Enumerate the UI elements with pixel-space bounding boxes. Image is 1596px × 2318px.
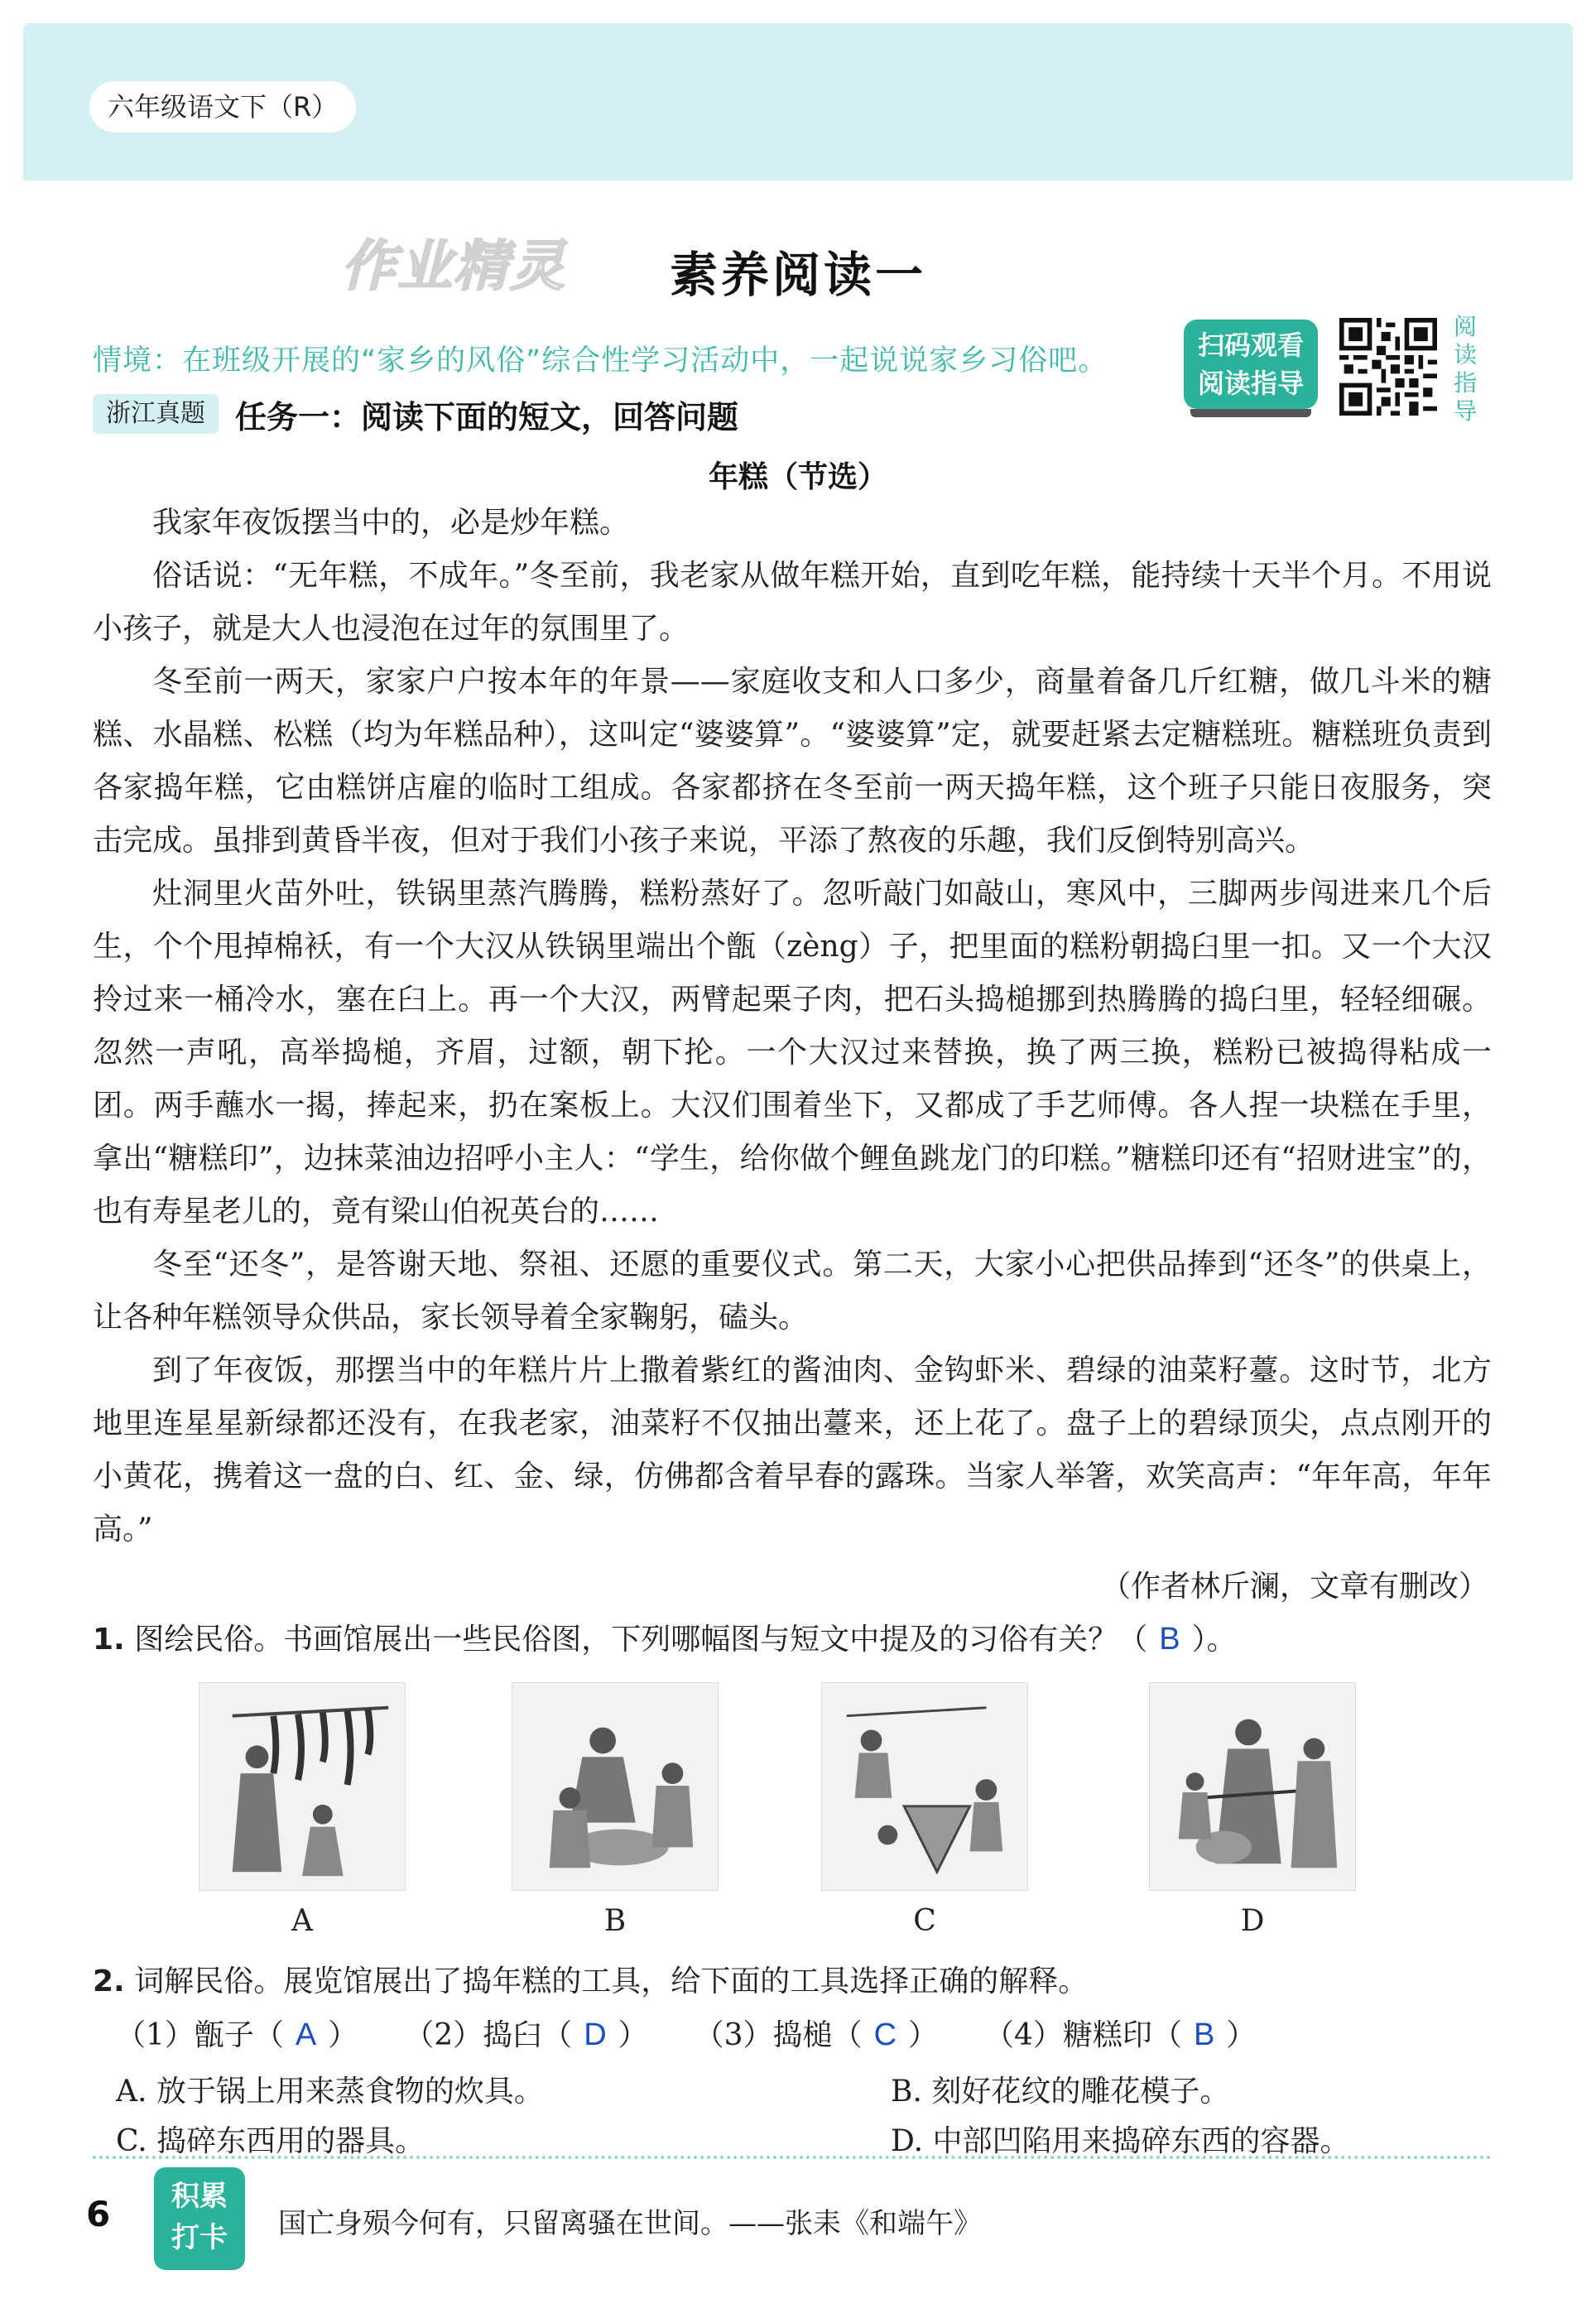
question-number: 2. xyxy=(93,1965,125,1998)
page-title: 素养阅读一 xyxy=(669,247,926,303)
scan-guide-line1: 扫码观看 xyxy=(1197,329,1304,361)
question-number: 1. xyxy=(93,1623,125,1657)
article-paragraph: 冬至前一两天，家家户户按本年的年景——家庭收支和人口多少，商量着备几斤红糖，做几斗米的糖糕、水晶糕、松糕（均为年糕品种），这叫定“婆婆算”。“婆婆算”定，就要赶紧去定糖糕班。糖糕班负责到各家捣年糕，它由糕饼店雇的临时工组成。各家都挤在冬至前一两天捣年糕，这个班子只能日夜服务，突击完成。虽排到黄昏半夜，但对于我们小孩子来说，平添了熬夜的乐趣，我们反倒特别高兴。 xyxy=(93,665,1492,858)
folk-picture-c[interactable] xyxy=(821,1682,1028,1891)
article-paragraph: 到了年夜饭，那摆当中的年糕片片上撒着紫红的酱油肉、金钩虾米、碧绿的油菜籽薹。这时节，北方地里连星星新绿都还没有，在我老家，油菜籽不仅抽出薹来，还上花了。盘子上的碧绿顶尖，点点刚开的小黄花，携着这一盘的白、红、金、绿，仿佛都含着早春的露珠。当家人举箸，欢笑高声：“年年高，年年高。” xyxy=(93,1354,1492,1546)
item-close: ） xyxy=(908,2018,939,2052)
scenario-text: 情境：在班级开展的“家乡的风俗”综合性学习活动中，一起说说家乡习俗吧。 xyxy=(93,344,1108,378)
task-title: 任务一：阅读下面的短文，回答问题 xyxy=(235,398,739,435)
item-close: ） xyxy=(1226,2018,1257,2052)
task-row xyxy=(93,389,738,439)
option-c: C. 捣碎东西用的器具。 xyxy=(116,2124,425,2158)
task-source-tag: 浙江真题 xyxy=(93,394,219,434)
picture-label-b: B xyxy=(603,1904,627,1938)
article-title: 年糕（节选） xyxy=(708,460,887,494)
answer-field[interactable]: B xyxy=(1159,1622,1180,1657)
option-d: D. 中部凹陷用来捣碎东西的容器。 xyxy=(891,2124,1350,2158)
page-number: 6 xyxy=(86,2194,111,2234)
article-paragraph: 灶洞里火苗外吐，铁锅里蒸汽腾腾，糕粉蒸好了。忽听敲门如敲山，寒风中，三脚两步闯进来几个后生，个个甩掉棉袄，有一个大汉从铁锅里端出个甑（zèng）子，把里面的糕粉朝捣臼里一扣。又一个大汉拎过来一桶冷水，塞在臼上。再一个大汉，两臂起栗子肉，把石头捣槌挪到热腾腾的捣臼里，轻轻细碾。忽然一声吼，高举捣槌，齐眉，过额，朝下抡。一个大汉过来替换，换了两三换，糕粉已被捣得粘成一团。两手蘸水一揭，捧起来，扔在案板上。大汉们围着坐下，又都成了手艺师傅。各人捏一块糕在手里，拿出“糖糕印”，边抹菜油边招呼小主人：“学生，给你做个鲤鱼跳龙门的印糕。”糖糕印还有“招财进宝”的，也有寿星老儿的，竟有梁山伯祝英台的…… xyxy=(93,877,1492,1229)
scan-guide-button[interactable] xyxy=(1184,320,1318,409)
item-label: （4）糖糕印（ xyxy=(984,2018,1182,2052)
picture-label-c: C xyxy=(913,1904,936,1938)
matching-item xyxy=(116,2012,358,2054)
question-text: 图绘民俗。书画馆展出一些民俗图，下列哪幅图与短文中提及的习俗有关？（ xyxy=(134,1623,1148,1657)
badge-line2: 打卡 xyxy=(171,2221,228,2254)
item-close: ） xyxy=(618,2018,648,2052)
answer-field[interactable]: C xyxy=(873,2017,897,2052)
question-text-end: ）。 xyxy=(1191,1623,1237,1657)
picture-label-d: D xyxy=(1240,1904,1265,1938)
option-a: A. 放于锅上用来蒸食物的炊具。 xyxy=(116,2075,544,2109)
picture-label-a: A xyxy=(291,1904,313,1938)
folk-picture-c-illustration xyxy=(822,1683,1027,1890)
folk-picture-b-illustration xyxy=(512,1683,718,1890)
question-1 xyxy=(93,1616,1237,1658)
answer-field[interactable]: D xyxy=(584,2017,607,2052)
scan-guide-line2: 阅读指导 xyxy=(1197,368,1304,399)
item-label: （1）甑子（ xyxy=(116,2018,284,2052)
article-source: （作者林斤澜，文章有删改） xyxy=(1100,1570,1488,1604)
folk-picture-d-illustration xyxy=(1150,1683,1355,1890)
folk-picture-b[interactable] xyxy=(512,1682,719,1891)
qr-code-icon[interactable] xyxy=(1339,318,1437,416)
badge-line1: 积累 xyxy=(171,2180,228,2213)
folk-picture-a[interactable] xyxy=(199,1682,406,1891)
matching-item xyxy=(404,2012,647,2054)
item-close: ） xyxy=(328,2018,358,2052)
article-paragraph: 我家年夜饭摆当中的，必是炒年糕。 xyxy=(152,506,630,540)
grade-tag: 六年级语文下（R） xyxy=(89,81,356,132)
folk-picture-a-illustration xyxy=(200,1683,405,1890)
question-text: 词解民俗。展览馆展出了捣年糕的工具，给下面的工具选择正确的解释。 xyxy=(134,1965,1089,1998)
question-2 xyxy=(93,1958,1088,2000)
article-body xyxy=(93,497,1492,1556)
folk-picture-d[interactable] xyxy=(1149,1682,1356,1891)
header-wave xyxy=(23,124,1573,207)
watermark-logo: 作业精灵 xyxy=(341,234,566,298)
article-paragraph: 冬至“还冬”，是答谢天地、祭祖、还愿的重要仪式。第二天，大家小心把供品捧到“还冬”的供桌上，让各种年糕领导众供品，家长领导着全家鞠躬，磕头。 xyxy=(93,1248,1492,1335)
item-label: （3）捣槌（ xyxy=(694,2018,863,2052)
checkin-badge xyxy=(154,2167,245,2270)
article-paragraph: 俗话说：“无年糕，不成年。”冬至前，我老家从做年糕开始，直到吃年糕，能持续十天半个月。不用说小孩子，就是大人也浸泡在过年的氛围里了。 xyxy=(93,559,1492,646)
matching-items xyxy=(116,2012,1302,2054)
footer-divider xyxy=(93,2156,1492,2159)
answer-field[interactable]: B xyxy=(1193,2017,1215,2052)
option-b: B. 刻好花纹的雕花模子。 xyxy=(891,2075,1230,2109)
matching-item xyxy=(984,2012,1256,2054)
footer-quote: 国亡身殒今何有，只留离骚在世间。——张耒《和端午》 xyxy=(278,2207,982,2240)
matching-item xyxy=(695,2012,938,2054)
item-label: （2）捣臼（ xyxy=(404,2018,573,2052)
answer-field[interactable]: A xyxy=(295,2017,317,2052)
qr-side-text: 阅读指导 xyxy=(1454,313,1478,425)
